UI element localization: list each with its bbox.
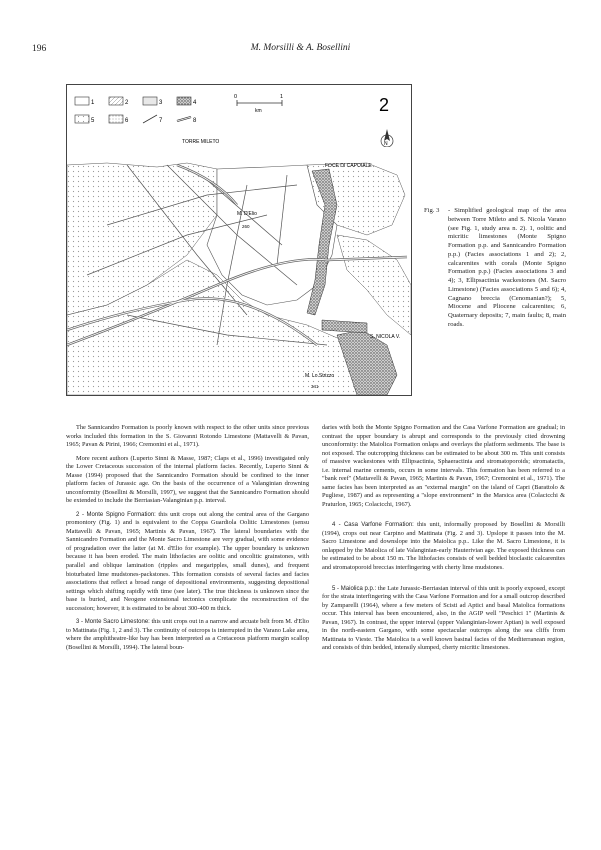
svg-text:0: 0 — [234, 94, 238, 100]
section-heading: 3 - Monte Sacro Limestone: — [76, 619, 150, 626]
label-foce-capoiale: FOCE DI CAPOIALE — [325, 163, 372, 169]
svg-text:1: 1 — [91, 100, 95, 106]
svg-text:1: 1 — [280, 94, 284, 100]
section-heading: 5 - Maiolica p.p.: — [332, 585, 377, 592]
svg-text:7: 7 — [159, 118, 163, 124]
geological-map-svg — [67, 85, 411, 395]
running-title: M. Morsilli & A. Bosellini — [250, 43, 351, 53]
paragraph: More recent authors (Luperto Sinni & Masse, 1987; Claps et al., 1996) investigated only the Lower Cretaceous succession of the internal platform facies. Recently, Luperto Sinni & Masse (1994) proposed that the Sannicandro Formation should be confined to the inner platform facies of Jurassic age. On the basis of the occurrence of a Valanginian drowning unconformity (Bosellini & Morsilli, 1997), we suggest that the Sannicandro Formation should be extended to include the Berriasian-Valanginian p.p. interval. — [66, 454, 309, 505]
svg-text:2: 2 — [125, 100, 129, 106]
map-legend — [75, 97, 197, 124]
section-heading: 2 - Monte Spigno Formation: — [76, 511, 156, 518]
north-arrow-icon — [381, 129, 393, 147]
figure-caption — [426, 207, 566, 330]
paragraph: daries with both the Monte Spigno Formation and the Casa Varfone Formation are gradual; in contrast the upper boundary is abrupt and corresponds to the previously cited drowning unconformity: the Maiolica Formation onlaps and overlays the platform sediments. The base is not exposed. The outcropping thickness can be estimated to be about 300 m. This unit consists of massive wackestones with Ellipsactinia, Sphaeractinia and stromatoporoids; stromatactis, i.e. internal marine cements, occurs in some intervals. This formation has been referred to a "bank reef" (Mattavelli & Pavan, 1965; Martinis & Pavan, 1967; Cremonini et al., 1971). The same facies has been interpreted as an "external margin" on the island of Capri (Barattolo & Pugliese, 1987) and as representing a "slope environment" in the Marsica area (Colacicchi & Praturlon, 1965; Colacicchi, 1967). — [322, 424, 565, 508]
svg-text:4: 4 — [193, 100, 197, 106]
label-m-lo-strizzo: M. Lo Strizzo — [305, 373, 335, 379]
section-5: 5 - Maiolica p.p.: the Late Jurassic-Berriasian interval of this unit is poorly exposed, except for the strata interfingering with the Casa Varfone Formation and for a small outcrop described by Zamparelli (1964), where a few meters of Scisti ad Aptici and basal Maiolica formations occur. This interval has been encountered, also, in the AGIP well "Peschici 1" (Martinis & Pavan, 1967). In contrast, the upper interval (upper Valanginian-lower Aptian) is well exposed in the north-eastern Gargano, with some spectacular outcrops along the sea cliffs from Mattinata to Vieste. The Maiolica is a well known basinal facies of the Mediterranean region, and consists of thin bedded, intensily slumped, cherty micritic limestones. — [322, 584, 565, 652]
svg-text:341: 341 — [311, 384, 319, 389]
scale-bar — [234, 94, 283, 114]
svg-text:N: N — [384, 141, 388, 147]
map-figure-number: 2 — [379, 95, 390, 115]
section-2: 2 - Monte Spigno Formation: this unit crops out along the central area of the Gargano promontory (Fig. 1) and is equivalent to the Coppa Guardiola Oolitic Limestones (sensu Mattavelli & Pavan, 1965; Martinis & Pavan, 1967). The lateral boundaries with the Sannicandro Formation and the Monte Sacro Limestone are very gradual, with some evidence of progradation over the latter (at M. d'Elio for example). The upper boundary is unknown because it has been eroded. The main lithofacies are oolitic and oncolitic grainstones, with parallel and oblique lamination (ripples and megaripples, small dunes), and frequent bioturbated lime mudstones-packstones. This formation consists of several facies and facies associations that reflect a broad range of depositional environments, suggesting depositional settings which shifting rapidly with time (see later). The true thickness is unknown since the base is buried, and Neogene extensional tectonics complicate the reconstruction of the succession; however, it is estimated to be about 300-400 m thick. — [66, 510, 309, 612]
svg-text:3: 3 — [159, 100, 163, 106]
right-column — [322, 424, 565, 658]
section-4: 4 - Casa Varfone Formation: this unit, informally proposed by Bosellini & Morsilli (1994), crops out near Carpino and Mattinata (Fig. 2 and 3). Upslope it passes into the M. Sacro Limestone and downslope into the Maiolica p.p.. Like the M. Sacro Limestone, it is onlapped by the Maiolica of late Valanginian-early Hauterivian age. The exposed thickness can be estimated to be about 150 m. The lithofacies consists of well bedded bioclastic calcarenites and stromatoporoid breccias interfingering with cherty lime mudstones. — [322, 521, 565, 571]
svg-text:5: 5 — [91, 118, 95, 124]
caption-text: - Simplified geological map of the area between Torre Mileto and S. Nicola Varano (see Fig. 1, study area n. 2). 1, oolitic and micritic limestones (Monte Spigno Formation p.p. and Sannicandro Formation p.p.) (Facies associations 1 and 2); 2, calcarenites with corals (Monte Spigno Formation p.p.) (Facies associations 3 and 4); 3, Ellipsactinia wackestones (M. Sacro Limestone) (Facies associations 5 and 6); 4, Cagnano breccia (Cenomanian?); 5, Miocene and Pliocene calcarenites; 6, Quaternary deposits; 7, main faults; 8, main roads. — [448, 207, 566, 328]
label-m-delio: M. D'Elio — [237, 211, 257, 217]
svg-text:km: km — [255, 108, 262, 114]
left-column — [66, 424, 309, 657]
svg-text:6: 6 — [125, 118, 129, 124]
label-torre-mileto: TORRE MILETO — [182, 139, 220, 145]
geological-map — [66, 84, 412, 396]
svg-text:8: 8 — [193, 118, 197, 124]
svg-text:260: 260 — [242, 224, 250, 229]
page-number: 196 — [32, 44, 47, 54]
label-s-nicola: S. NICOLA V. — [370, 334, 401, 340]
caption-label: Fig. 3 — [424, 207, 440, 214]
section-3: 3 - Monte Sacro Limestone: this unit crops out in a narrow and arcuate belt from M. d'Elio to Mattinata (Fig. 1, 2 and 3). The continuity of outcrops is interrupted in the Varano Lake area, where the amphitheatre-like bay has been interpreted as a Cretaceous platform margin scallop (Bosellini & Morsilli, 1994). The lateral boun- — [66, 618, 309, 651]
section-heading: 4 - Casa Varfone Formation: — [332, 522, 414, 529]
paragraph: The Sannicandro Formation is poorly known with respect to the other units since previous works included this formation in the S. Giovanni Rotondo Limestone (Mattavelli & Pavan, 1965; Pavan & Pirini, 1966; Cremonini et al., 1971). — [66, 424, 309, 449]
